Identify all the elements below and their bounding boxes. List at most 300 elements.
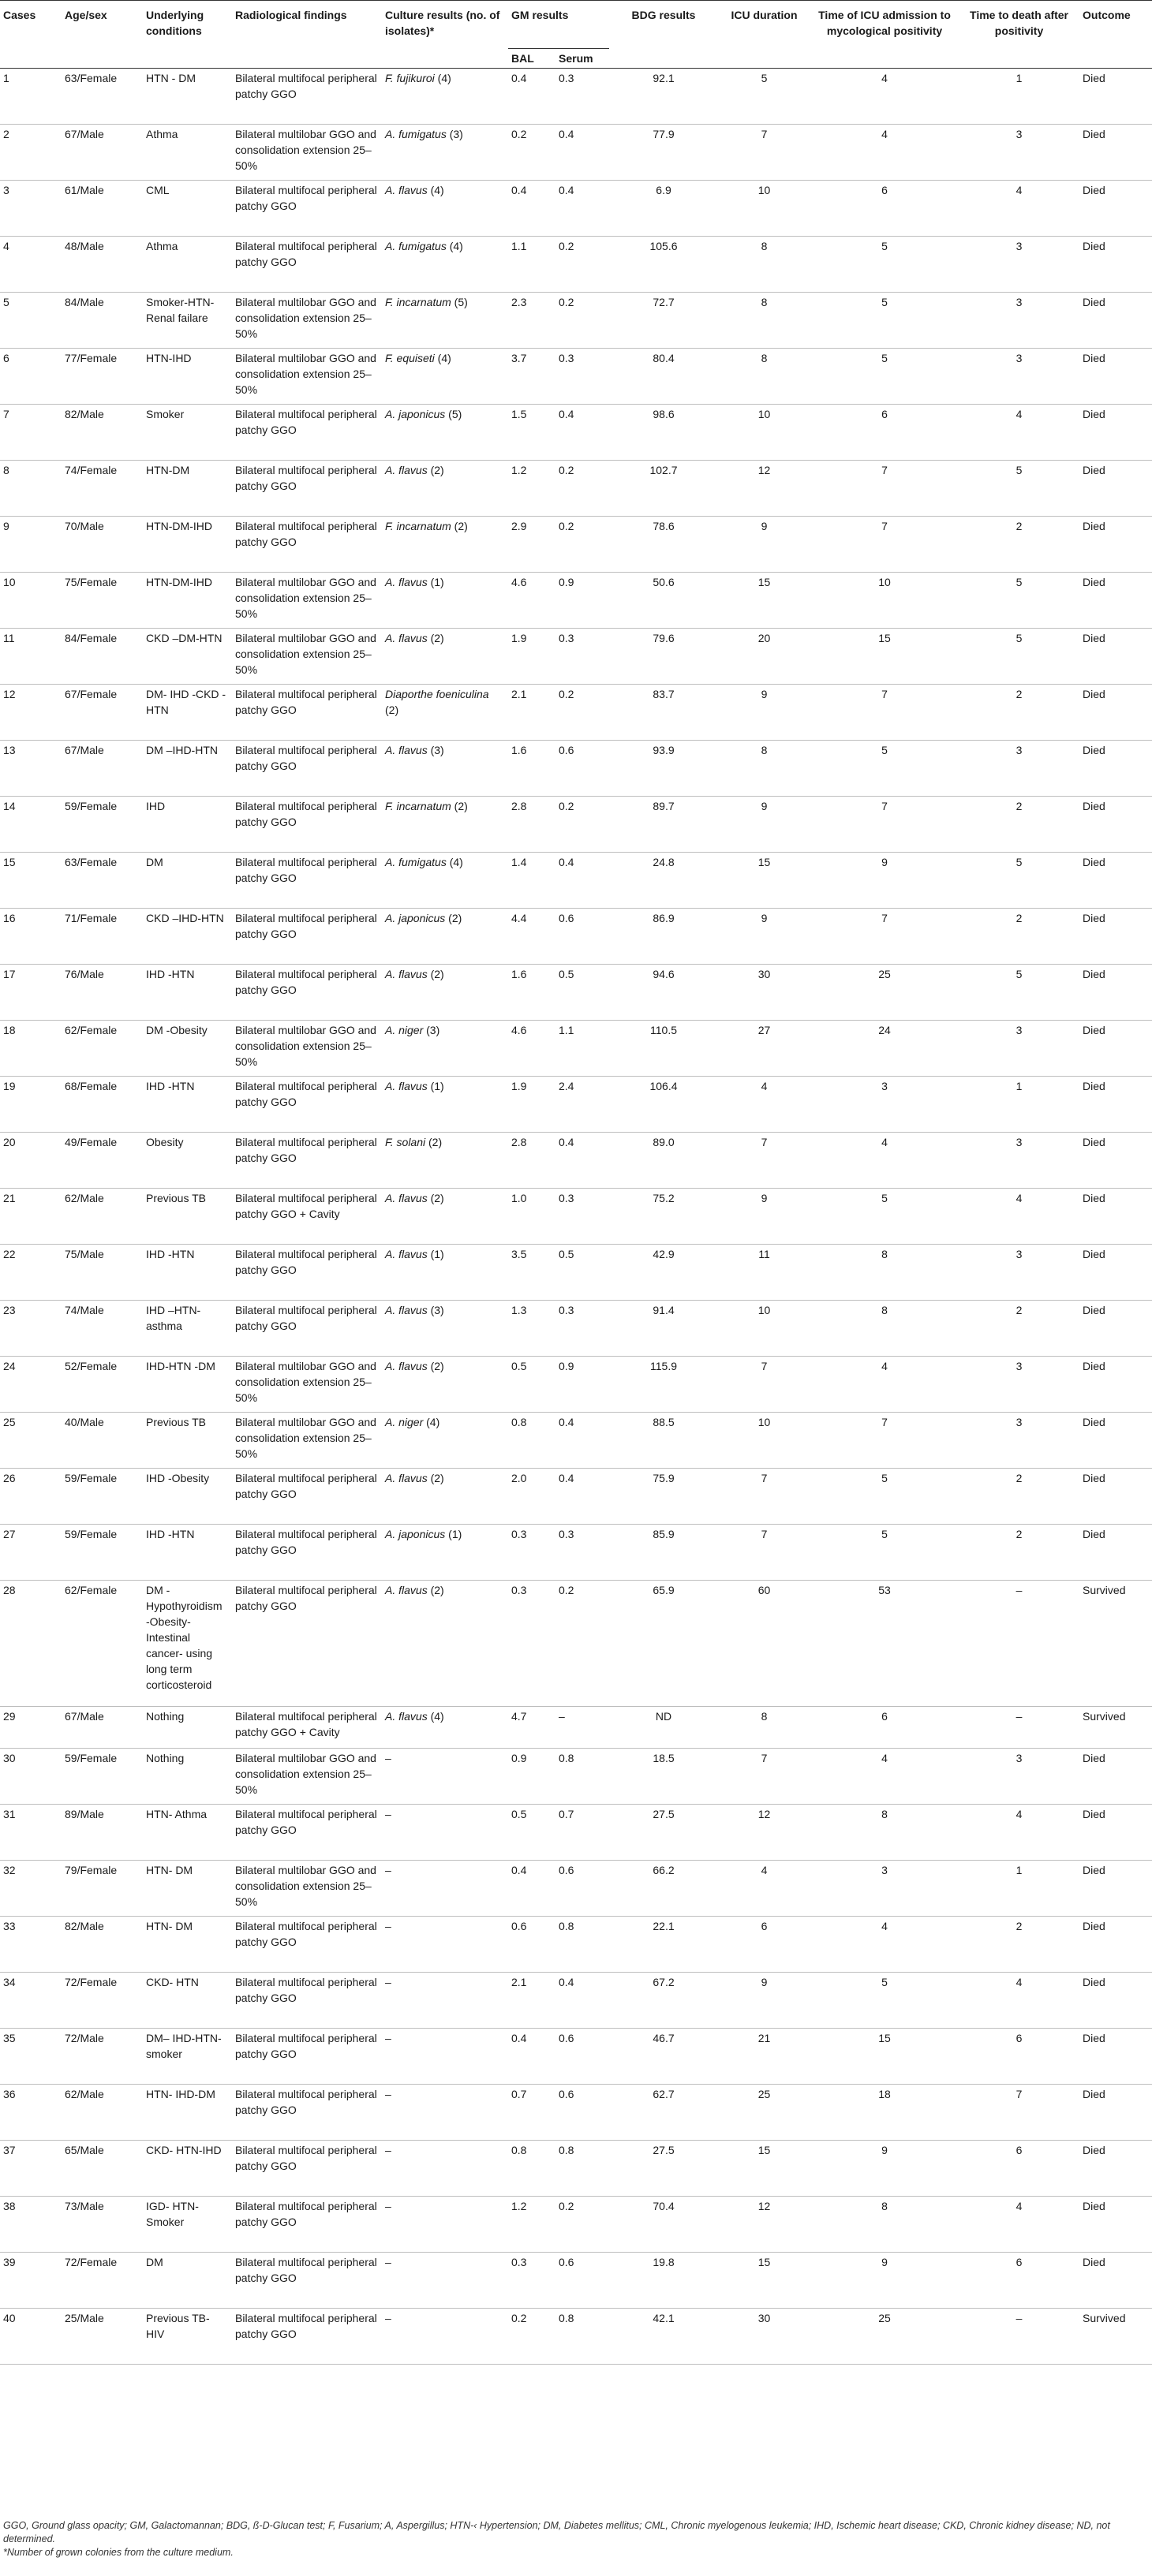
cell-gm-serum: 0.9 [555, 573, 609, 629]
cell-culture-results [382, 125, 508, 181]
cell-gm-bal: 0.7 [508, 2085, 555, 2141]
cell-bdg: 18.5 [609, 1749, 720, 1805]
cell-time-icu-positivity: 25 [810, 965, 960, 1021]
cell-underlying-conditions: CKD- HTN [143, 1973, 232, 2029]
cell-time-icu-positivity: 8 [810, 1245, 960, 1301]
cell-culture-results [382, 573, 508, 629]
cell-age-sex: 84/Female [62, 629, 143, 685]
cell-age-sex: 63/Female [62, 69, 143, 125]
cell-culture-results [382, 853, 508, 909]
table-row [0, 2197, 1152, 2253]
cell-age-sex: 63/Female [62, 853, 143, 909]
cell-age-sex: 68/Female [62, 1077, 143, 1133]
cell-radiological-findings: Bilateral multilobar GGO and consolidation extension 25–50% [232, 1413, 382, 1469]
isolate-count: (2) [425, 1136, 443, 1148]
cell-radiological-findings: Bilateral multifocal peripheral patchy GGO [232, 2029, 382, 2085]
cell-age-sex: 59/Female [62, 1525, 143, 1581]
cell-culture-results [382, 741, 508, 797]
organism-name: A. flavus [385, 1304, 428, 1316]
cell-case: 8 [0, 461, 62, 517]
cell-bdg: 50.6 [609, 573, 720, 629]
cell-case: 12 [0, 685, 62, 741]
cell-time-death: 3 [960, 349, 1079, 405]
cell-outcome: Died [1079, 2085, 1152, 2141]
cell-age-sex: 75/Female [62, 573, 143, 629]
header-icu-duration: ICU duration [731, 9, 798, 21]
isolate-count: (2) [427, 1584, 444, 1596]
isolate-count: (1) [445, 1528, 462, 1540]
cell-time-death: – [960, 1581, 1079, 1707]
cell-time-icu-positivity: 8 [810, 2197, 960, 2253]
cell-case: 28 [0, 1581, 62, 1707]
cell-case: 38 [0, 2197, 62, 2253]
header-cases: Cases [3, 9, 36, 21]
cell-bdg: 93.9 [609, 741, 720, 797]
cell-bdg: 6.9 [609, 181, 720, 237]
cell-gm-serum: 0.5 [555, 1245, 609, 1301]
cell-culture-results [382, 797, 508, 853]
cell-radiological-findings: Bilateral multifocal peripheral patchy GGO [232, 2141, 382, 2197]
cell-age-sex: 62/Male [62, 1189, 143, 1245]
cell-age-sex: 72/Male [62, 2029, 143, 2085]
cell-bdg: 89.7 [609, 797, 720, 853]
cell-gm-serum: 0.9 [555, 1357, 609, 1413]
cell-time-death: 2 [960, 517, 1079, 573]
isolate-count: – [385, 2088, 391, 2100]
cell-bdg: 110.5 [609, 1021, 720, 1077]
cell-case: 24 [0, 1357, 62, 1413]
isolate-count: – [385, 2312, 391, 2324]
cell-radiological-findings: Bilateral multifocal peripheral patchy GGO [232, 461, 382, 517]
cell-bdg: 42.9 [609, 1245, 720, 1301]
cell-age-sex: 59/Female [62, 1749, 143, 1805]
cell-time-death: 7 [960, 2085, 1079, 2141]
table-row [0, 405, 1152, 461]
cell-radiological-findings: Bilateral multifocal peripheral patchy GGO [232, 797, 382, 853]
cell-culture-results [382, 181, 508, 237]
cell-case: 17 [0, 965, 62, 1021]
cell-culture-results [382, 1805, 508, 1861]
cell-gm-serum: 0.3 [555, 69, 609, 125]
table-row [0, 69, 1152, 125]
cell-bdg: 98.6 [609, 405, 720, 461]
table-row [0, 1805, 1152, 1861]
cell-culture-results [382, 349, 508, 405]
organism-name: A. fumigatus [385, 240, 447, 252]
cell-culture-results [382, 1245, 508, 1301]
table-row [0, 909, 1152, 965]
cell-age-sex: 72/Female [62, 1973, 143, 2029]
cell-gm-bal: 1.9 [508, 629, 555, 685]
organism-name: A. flavus [385, 968, 428, 980]
cell-age-sex: 76/Male [62, 965, 143, 1021]
cell-age-sex: 74/Female [62, 461, 143, 517]
cell-time-icu-positivity: 4 [810, 1357, 960, 1413]
cell-gm-serum: 0.3 [555, 629, 609, 685]
cell-time-icu-positivity: 15 [810, 629, 960, 685]
cell-time-icu-positivity: 4 [810, 1749, 960, 1805]
cell-bdg: 94.6 [609, 965, 720, 1021]
cell-outcome: Died [1079, 461, 1152, 517]
organism-name: F. equiseti [385, 352, 435, 364]
table-row [0, 685, 1152, 741]
table-row [0, 1525, 1152, 1581]
organism-name: A. flavus [385, 1080, 428, 1092]
organism-name: Diaporthe foeniculina [385, 688, 489, 700]
cell-bdg: 89.0 [609, 1133, 720, 1189]
header-underlying-conditions: Underlying conditions [146, 9, 204, 37]
cell-outcome: Died [1079, 2253, 1152, 2309]
footnote-abbreviations: GGO, Ground glass opacity; GM, Galactomannan; BDG, ß-D-Glucan test; F, Fusarium; A, Aspergillus; HTN-‹ Hypertension; DM, Diabetes mellitus; CML, Chronic myelogenous leukemia; IHD, Ischemic heart disease; CKD, Chronic kidney disease; ND, not determined. [3, 2520, 1110, 2544]
cell-time-icu-positivity: 15 [810, 2029, 960, 2085]
cell-time-death: 6 [960, 2253, 1079, 2309]
isolate-count: (4) [434, 352, 451, 364]
cell-bdg: 67.2 [609, 1973, 720, 2029]
cell-time-icu-positivity: 7 [810, 797, 960, 853]
cell-time-icu-positivity: 4 [810, 1133, 960, 1189]
cell-icu-duration: 4 [720, 1861, 810, 1917]
cell-age-sex: 61/Male [62, 181, 143, 237]
cell-age-sex: 73/Male [62, 2197, 143, 2253]
cell-time-icu-positivity: 7 [810, 1413, 960, 1469]
cell-icu-duration: 12 [720, 1805, 810, 1861]
cell-underlying-conditions: Athma [143, 237, 232, 293]
cell-time-death: 6 [960, 2029, 1079, 2085]
cell-gm-bal: 0.8 [508, 2141, 555, 2197]
cell-gm-serum: 0.8 [555, 1917, 609, 1973]
cell-outcome: Died [1079, 237, 1152, 293]
cell-radiological-findings: Bilateral multifocal peripheral patchy GGO [232, 2309, 382, 2365]
cell-case: 7 [0, 405, 62, 461]
cell-culture-results [382, 517, 508, 573]
organism-name: A. flavus [385, 1248, 428, 1260]
cell-underlying-conditions: HTN-DM [143, 461, 232, 517]
cell-gm-serum: 0.3 [555, 1525, 609, 1581]
isolate-count: – [385, 2256, 391, 2268]
cell-age-sex: 75/Male [62, 1245, 143, 1301]
organism-name: A. flavus [385, 744, 428, 756]
cell-case: 35 [0, 2029, 62, 2085]
cell-icu-duration: 7 [720, 1749, 810, 1805]
cell-gm-serum: 0.4 [555, 1413, 609, 1469]
cell-time-icu-positivity: 5 [810, 1189, 960, 1245]
cell-case: 13 [0, 741, 62, 797]
cell-gm-bal: 0.9 [508, 1749, 555, 1805]
cell-bdg: 75.9 [609, 1469, 720, 1525]
cell-time-death: 2 [960, 1469, 1079, 1525]
cell-case: 5 [0, 293, 62, 349]
cell-gm-bal: 2.8 [508, 797, 555, 853]
cell-time-death: 4 [960, 1189, 1079, 1245]
table-row [0, 1357, 1152, 1413]
cell-gm-serum: 0.8 [555, 1749, 609, 1805]
table-row [0, 181, 1152, 237]
cell-age-sex: 82/Male [62, 405, 143, 461]
cell-underlying-conditions: IHD -HTN [143, 1077, 232, 1133]
cell-gm-bal: 0.3 [508, 1525, 555, 1581]
cell-age-sex: 82/Male [62, 1917, 143, 1973]
cell-time-icu-positivity: 4 [810, 1917, 960, 1973]
cell-culture-results [382, 1861, 508, 1917]
cell-culture-results [382, 405, 508, 461]
cell-time-death: 4 [960, 1805, 1079, 1861]
cell-underlying-conditions: HTN-IHD [143, 349, 232, 405]
cell-time-icu-positivity: 5 [810, 237, 960, 293]
cell-underlying-conditions: IGD- HTN-Smoker [143, 2197, 232, 2253]
cell-culture-results [382, 1973, 508, 2029]
cell-bdg: 66.2 [609, 1861, 720, 1917]
cell-gm-bal: 0.2 [508, 2309, 555, 2365]
cell-underlying-conditions: Smoker-HTN-Renal failare [143, 293, 232, 349]
cell-bdg: 65.9 [609, 1581, 720, 1707]
cell-gm-bal: 0.5 [508, 1357, 555, 1413]
cell-outcome: Died [1079, 853, 1152, 909]
cell-age-sex: 49/Female [62, 1133, 143, 1189]
cell-bdg: 72.7 [609, 293, 720, 349]
cell-culture-results [382, 2309, 508, 2365]
cell-icu-duration: 11 [720, 1245, 810, 1301]
cell-bdg: 24.8 [609, 853, 720, 909]
cell-icu-duration: 8 [720, 237, 810, 293]
cell-bdg: 62.7 [609, 2085, 720, 2141]
cell-time-death: 4 [960, 1973, 1079, 2029]
cell-time-icu-positivity: 6 [810, 181, 960, 237]
table-row [0, 1021, 1152, 1077]
cell-gm-bal: 0.4 [508, 181, 555, 237]
cell-gm-serum: 0.2 [555, 685, 609, 741]
organism-name: F. fujikuroi [385, 72, 435, 84]
header-age-sex: Age/sex [65, 9, 107, 21]
cell-radiological-findings: Bilateral multifocal peripheral patchy GGO [232, 1077, 382, 1133]
cell-time-death: 2 [960, 909, 1079, 965]
cell-age-sex: 67/Male [62, 125, 143, 181]
cell-bdg: 88.5 [609, 1413, 720, 1469]
header-culture-results: Culture results (no. of isolates)* [385, 9, 500, 37]
table-row [0, 125, 1152, 181]
cell-time-icu-positivity: 3 [810, 1077, 960, 1133]
cell-gm-bal: 1.2 [508, 461, 555, 517]
organism-name: A. flavus [385, 1360, 428, 1372]
cell-radiological-findings: Bilateral multifocal peripheral patchy GGO + Cavity [232, 1189, 382, 1245]
cell-underlying-conditions: DM -Hypothyroidism -Obesity- Intestinal cancer- using long term corticosteroid [143, 1581, 232, 1707]
organism-name: A. flavus [385, 1710, 428, 1723]
cell-time-death: – [960, 1707, 1079, 1749]
cell-gm-serum: 0.4 [555, 1469, 609, 1525]
cell-outcome: Died [1079, 1749, 1152, 1805]
cell-culture-results [382, 237, 508, 293]
cell-radiological-findings: Bilateral multifocal peripheral patchy GGO [232, 853, 382, 909]
cell-culture-results [382, 685, 508, 741]
cell-underlying-conditions: HTN - DM [143, 69, 232, 125]
cell-culture-results [382, 2141, 508, 2197]
cell-outcome: Died [1079, 1917, 1152, 1973]
cell-gm-bal: 1.9 [508, 1077, 555, 1133]
cell-outcome: Died [1079, 1805, 1152, 1861]
cell-gm-bal: 3.7 [508, 349, 555, 405]
cell-time-icu-positivity: 8 [810, 1805, 960, 1861]
cell-case: 16 [0, 909, 62, 965]
table-row [0, 237, 1152, 293]
cell-icu-duration: 15 [720, 2141, 810, 2197]
cell-time-death: 5 [960, 629, 1079, 685]
table-row [0, 965, 1152, 1021]
table-row [0, 1749, 1152, 1805]
cell-radiological-findings: Bilateral multifocal peripheral patchy GGO [232, 1581, 382, 1707]
table-row [0, 1973, 1152, 2029]
cell-outcome: Died [1079, 517, 1152, 573]
cell-underlying-conditions: HTN-DM-IHD [143, 573, 232, 629]
isolate-count: (2) [427, 1472, 444, 1484]
cell-underlying-conditions: Nothing [143, 1749, 232, 1805]
cell-gm-serum: 0.2 [555, 237, 609, 293]
cell-gm-bal: 2.1 [508, 1973, 555, 2029]
header-serum: Serum [555, 49, 609, 69]
cell-case: 25 [0, 1413, 62, 1469]
cell-time-death: 3 [960, 125, 1079, 181]
header-bal: BAL [508, 49, 555, 69]
cell-age-sex: 67/Female [62, 685, 143, 741]
cell-gm-bal: 0.5 [508, 1805, 555, 1861]
isolate-count: – [385, 1752, 391, 1764]
cell-time-death: 5 [960, 573, 1079, 629]
cell-time-death: 2 [960, 685, 1079, 741]
table-row [0, 1707, 1152, 1749]
organism-name: A. flavus [385, 1584, 428, 1596]
organism-name: A. fumigatus [385, 128, 447, 140]
cell-outcome: Died [1079, 1245, 1152, 1301]
cell-underlying-conditions: Athma [143, 125, 232, 181]
cell-time-icu-positivity: 24 [810, 1021, 960, 1077]
cell-gm-bal: 4.4 [508, 909, 555, 965]
cell-bdg: 115.9 [609, 1357, 720, 1413]
cell-bdg: 102.7 [609, 461, 720, 517]
isolate-count: (2) [451, 520, 468, 532]
cell-case: 11 [0, 629, 62, 685]
cell-gm-bal: 1.2 [508, 2197, 555, 2253]
cell-case: 32 [0, 1861, 62, 1917]
cell-underlying-conditions: IHD –HTN-asthma [143, 1301, 232, 1357]
cell-icu-duration: 27 [720, 1021, 810, 1077]
cell-time-icu-positivity: 5 [810, 1469, 960, 1525]
cell-time-death: 3 [960, 1133, 1079, 1189]
cell-age-sex: 52/Female [62, 1357, 143, 1413]
cell-culture-results [382, 69, 508, 125]
cell-time-icu-positivity: 53 [810, 1581, 960, 1707]
cell-gm-bal: 0.2 [508, 125, 555, 181]
isolate-count: (5) [445, 408, 462, 420]
cell-case: 18 [0, 1021, 62, 1077]
cell-outcome: Died [1079, 1189, 1152, 1245]
isolate-count: – [385, 2144, 391, 2156]
isolate-count: – [385, 1864, 391, 1876]
cell-gm-bal: 0.4 [508, 1861, 555, 1917]
cell-culture-results [382, 2197, 508, 2253]
cell-icu-duration: 7 [720, 125, 810, 181]
isolate-count: (2) [427, 464, 444, 476]
cell-gm-bal: 1.3 [508, 1301, 555, 1357]
cell-case: 26 [0, 1469, 62, 1525]
cell-gm-serum: 0.4 [555, 1133, 609, 1189]
cell-culture-results [382, 1357, 508, 1413]
cell-gm-bal: 2.3 [508, 293, 555, 349]
table-row [0, 2029, 1152, 2085]
table-row [0, 797, 1152, 853]
cell-radiological-findings: Bilateral multifocal peripheral patchy GGO [232, 1245, 382, 1301]
cell-icu-duration: 8 [720, 1707, 810, 1749]
cell-underlying-conditions: DM [143, 853, 232, 909]
cell-culture-results [382, 1189, 508, 1245]
cell-outcome: Died [1079, 1021, 1152, 1077]
cell-underlying-conditions: IHD -HTN [143, 965, 232, 1021]
header-outcome: Outcome [1083, 9, 1131, 21]
table-row [0, 1245, 1152, 1301]
table-row [0, 1189, 1152, 1245]
header-bdg-results: BDG results [631, 9, 696, 21]
cell-case: 34 [0, 1973, 62, 2029]
cell-age-sex: 72/Female [62, 2253, 143, 2309]
cell-bdg: 70.4 [609, 2197, 720, 2253]
table-row [0, 2309, 1152, 2365]
cell-case: 33 [0, 1917, 62, 1973]
cell-outcome: Died [1079, 909, 1152, 965]
cell-time-icu-positivity: 8 [810, 1301, 960, 1357]
cell-age-sex: 79/Female [62, 1861, 143, 1917]
table-row [0, 1917, 1152, 1973]
cell-icu-duration: 12 [720, 2197, 810, 2253]
isolate-count: (4) [446, 240, 463, 252]
cell-radiological-findings: Bilateral multifocal peripheral patchy GGO [232, 2197, 382, 2253]
organism-name: A. japonicus [385, 1528, 446, 1540]
cell-time-icu-positivity: 9 [810, 853, 960, 909]
cell-underlying-conditions: HTN- IHD-DM [143, 2085, 232, 2141]
table-row [0, 1301, 1152, 1357]
cell-icu-duration: 7 [720, 1525, 810, 1581]
isolate-count: (3) [446, 128, 463, 140]
cell-gm-serum: 0.6 [555, 1861, 609, 1917]
cell-underlying-conditions: CKD- HTN-IHD [143, 2141, 232, 2197]
cell-time-death: – [960, 2309, 1079, 2365]
cell-age-sex: 25/Male [62, 2309, 143, 2365]
cell-gm-serum: 0.2 [555, 797, 609, 853]
cell-bdg: 75.2 [609, 1189, 720, 1245]
cell-age-sex: 70/Male [62, 517, 143, 573]
organism-name: A. flavus [385, 184, 428, 196]
cell-icu-duration: 30 [720, 965, 810, 1021]
cell-outcome: Died [1079, 405, 1152, 461]
cell-time-icu-positivity: 7 [810, 685, 960, 741]
cell-time-death: 1 [960, 1861, 1079, 1917]
cell-culture-results [382, 1021, 508, 1077]
organism-name: A. flavus [385, 1192, 428, 1204]
cell-radiological-findings: Bilateral multifocal peripheral patchy GGO [232, 741, 382, 797]
cell-bdg: 92.1 [609, 69, 720, 125]
isolate-count: (2) [385, 704, 399, 716]
cell-gm-serum: 0.2 [555, 1581, 609, 1707]
cell-outcome: Died [1079, 2197, 1152, 2253]
cell-bdg: 79.6 [609, 629, 720, 685]
isolate-count: (3) [423, 1024, 440, 1036]
cell-radiological-findings: Bilateral multilobar GGO and consolidation extension 25–50% [232, 573, 382, 629]
cell-gm-bal: 0.4 [508, 69, 555, 125]
cell-bdg: 106.4 [609, 1077, 720, 1133]
cell-culture-results [382, 2085, 508, 2141]
cell-underlying-conditions: DM [143, 2253, 232, 2309]
organism-name: A. flavus [385, 576, 428, 588]
cell-outcome: Died [1079, 1301, 1152, 1357]
cell-icu-duration: 25 [720, 2085, 810, 2141]
cell-time-death: 6 [960, 2141, 1079, 2197]
cell-culture-results [382, 1077, 508, 1133]
